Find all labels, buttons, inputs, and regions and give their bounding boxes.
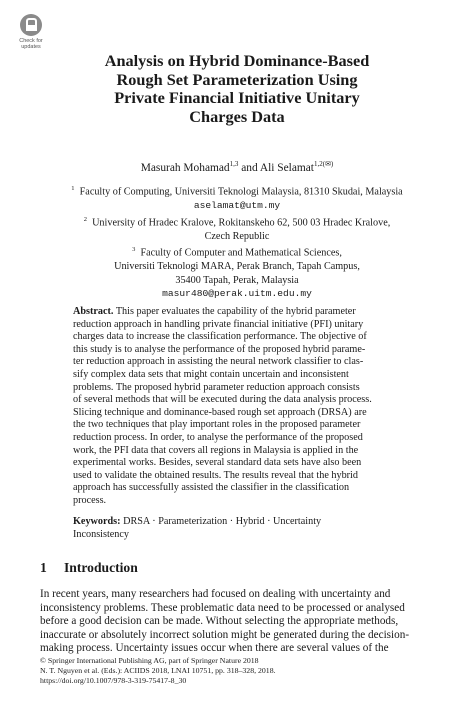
abstract — [73, 306, 403, 508]
affiliation-text: Faculty of Computer and Mathematical Sciences, — [140, 247, 342, 259]
paper-title — [60, 52, 414, 126]
abstract-line: the two techniques that play important roles in the proposed parameter — [73, 419, 361, 431]
affiliation-text: Universiti Teknologi MARA, Perak Branch, Tapah Campus, — [114, 261, 360, 273]
keywords-text: DRSA · Parameterization · Hybrid · Uncertainty — [120, 516, 322, 527]
badge-line-1: Check for — [19, 38, 43, 44]
abstract-line: used to validate the obtained results. The results reveal that the hybrid — [73, 469, 358, 481]
author-name: Masurah Mohamad — [140, 161, 230, 174]
title-line: Analysis on Hybrid Dominance-Based — [104, 51, 370, 70]
abstract-line: reduction approach in handling private financial initiative (PFI) unitary — [73, 318, 364, 330]
section-heading — [40, 560, 138, 576]
section-number: 1 — [40, 560, 47, 575]
body-line: before a good decision can be made. Without selecting the appropriate methods, — [40, 615, 399, 628]
email-link[interactable]: aselamat@utm.my — [193, 199, 281, 211]
section-title: Introduction — [64, 560, 138, 575]
affil-marker: 1 — [71, 185, 75, 192]
body-line: inconsistency problems. These problematic data need to be processed or analysed — [40, 601, 405, 614]
email-link[interactable]: masur480@perak.uitm.edu.my — [162, 288, 312, 300]
abstract-line: charges data to increase the classification performance. The objective of — [73, 331, 367, 343]
author-affil-marker: 1,3 — [229, 160, 239, 168]
footer-line: © Springer International Publishing AG, part of Springer Nature 2018 — [40, 656, 259, 665]
check-for-updates-badge[interactable] — [16, 14, 46, 50]
author-conjunction: and — [238, 161, 260, 174]
crossmark-icon — [20, 14, 42, 36]
abstract-line: problems. The proposed hybrid parameter reduction approach consists — [73, 381, 360, 393]
abstract-line: experimental works. Besides, several standard data sets have also been — [73, 457, 362, 469]
affil-marker: 3 — [132, 246, 136, 254]
doi-link[interactable]: https://doi.org/10.1007/978-3-319-75417-8_30 — [40, 675, 187, 685]
abstract-line: Slicing technique and dominance-based rough set approach (DRSA) are — [73, 406, 367, 418]
keywords — [73, 516, 403, 541]
body-line: In recent years, many researchers had focused on dealing with uncertainty and — [40, 588, 391, 600]
author-name: Ali Selamat — [259, 161, 314, 174]
abstract-label: Abstract. — [73, 306, 114, 317]
author-list — [0, 160, 474, 174]
abstract-line: sify complex data sets that might contain uncertain and inconsistent — [73, 368, 349, 380]
body-line: inaccurate or absolutely incorrect solution might be generated during the decision- — [40, 628, 410, 641]
intro-paragraph — [40, 588, 434, 656]
abstract-line: this study is to analyse the performance of the proposed hybrid parame- — [73, 343, 366, 355]
abstract-line: reduction process. In order, to analyse the performance of the proposed — [73, 431, 363, 443]
title-line: Private Financial Initiative Unitary — [114, 88, 360, 107]
copyright-footer — [40, 656, 276, 685]
affiliation-text: Faculty of Computing, Universiti Teknologi Malaysia, 81310 Skudai, Malaysia — [79, 186, 403, 198]
abstract-line: work, the PFI data that covers all regions in Malaysia is applied in the — [73, 444, 359, 456]
footer-line: N. T. Nguyen et al. (Eds.): ACIIDS 2018, LNAI 10751, pp. 318–328, 2018. — [40, 665, 276, 675]
keywords-label: Keywords: — [73, 516, 121, 527]
affiliation-text: Czech Republic — [204, 230, 270, 242]
abstract-line: process. — [73, 494, 107, 506]
author-affil-marker: 1,2(✉) — [313, 160, 334, 168]
title-line: Rough Set Parameterization Using — [116, 69, 358, 89]
abstract-line: of several methods that will be executed during the data analysis process. — [73, 394, 372, 406]
affiliation-text: University of Hradec Kralove, Rokitanskeho 62, 500 03 Hradec Kralove, — [92, 216, 391, 228]
affil-marker: 2 — [83, 215, 87, 223]
affiliation-text: 35400 Tapah, Perak, Malaysia — [175, 274, 299, 286]
abstract-line: approach has successfully assisted the classifier in the classification — [73, 482, 350, 494]
title-line: Charges Data — [189, 106, 285, 126]
affiliations — [40, 182, 434, 301]
keywords-text: Inconsistency — [73, 528, 130, 540]
abstract-text: This paper evaluates the capability of the hybrid parameter — [113, 306, 356, 317]
body-line: making process. Uncertainty issues occur when there are several values of the — [40, 642, 389, 655]
abstract-line: ter reduction approach in assisting the neural network classifier to clas- — [73, 356, 364, 368]
badge-line-2: updates — [21, 44, 41, 50]
